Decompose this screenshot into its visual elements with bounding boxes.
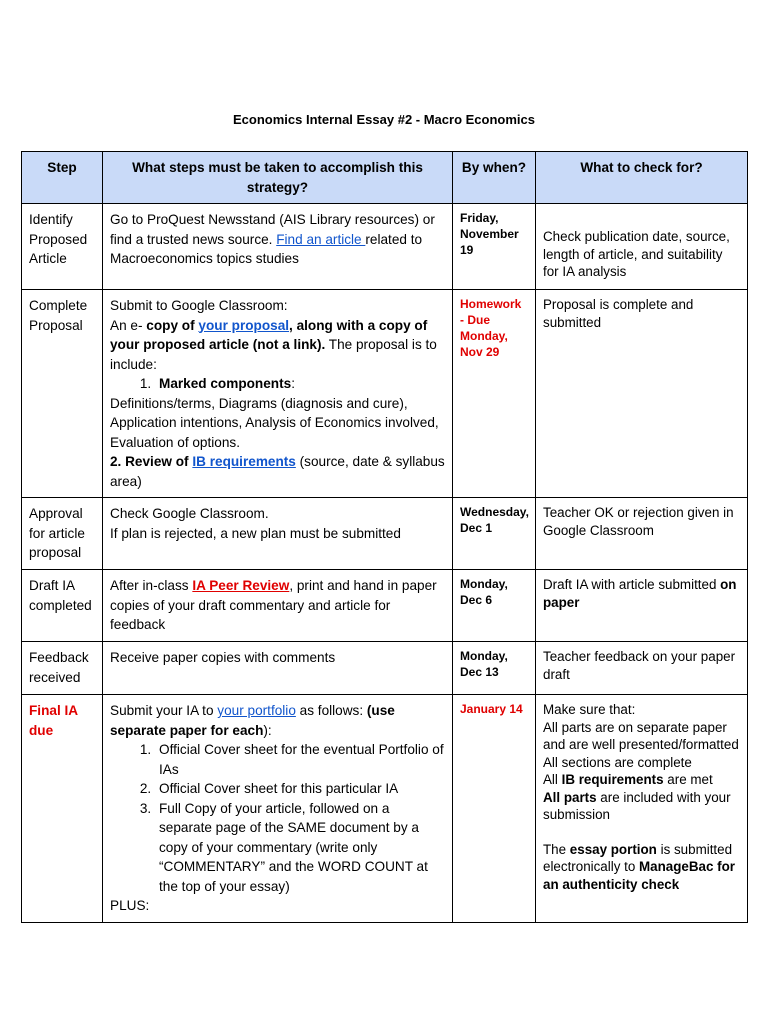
header-check: What to check for? xyxy=(536,152,748,204)
table-row xyxy=(22,570,748,642)
when-cell: Wednesday, Dec 1 xyxy=(453,498,536,570)
list-item: 3. Full Copy of your article, followed on a separate page of the SAME document by a copy of your commentary (write only “COMMENTARY” and the WORD COUNT at the top of your essay) xyxy=(155,799,445,897)
when-cell: January 14 xyxy=(453,695,536,923)
components-list xyxy=(110,374,445,394)
what-cell: Check Google Classroom. If plan is rejected, a new plan must be submitted xyxy=(103,498,453,570)
header-step: Step xyxy=(22,152,103,204)
document-title: Economics Internal Essay #2 - Macro Economics xyxy=(232,112,535,127)
list-item: 2. Official Cover sheet for this particular IA xyxy=(155,779,445,799)
check-cell: Make sure that: All parts are on separate paper and are well presented/formatted All sections are complete All IB requirements are met All parts are included with your submission The essay portion is submitted electronically to ManageBac for an authenticity check xyxy=(536,695,748,923)
what-cell: Submit to Google Classroom: An e- copy of your proposal, along with a copy of your proposed article (not a link). The proposal is to include: 1. Marked components: Definitions/terms, Diagrams (diagnosis and cure), Application intentions, Analysis of Economics involved, Evaluation of options. 2. Review of IB requirements (source, date & syllabus area) xyxy=(103,290,453,498)
step-cell: Feedback received xyxy=(22,642,103,695)
what-cell: Go to ProQuest Newsstand (AIS Library resources) or find a trusted news source. Find an article related to Macroeconomics topics studies xyxy=(103,204,453,290)
table-row xyxy=(22,642,748,695)
what-cell: Receive paper copies with comments xyxy=(103,642,453,695)
table-row xyxy=(22,498,748,570)
check-cell: Teacher OK or rejection given in Google Classroom xyxy=(536,498,748,570)
your-portfolio-link[interactable]: your portfolio xyxy=(217,703,296,718)
header-what: What steps must be taken to accomplish this strategy? xyxy=(103,152,453,204)
step-cell: Approval for article proposal xyxy=(22,498,103,570)
find-article-link[interactable]: Find an article xyxy=(276,231,366,247)
strategy-table xyxy=(21,151,748,923)
header-when: By when? xyxy=(453,152,536,204)
when-cell: Monday, Dec 6 xyxy=(453,570,536,642)
submission-list xyxy=(110,740,445,896)
what-cell: After in-class IA Peer Review, print and hand in paper copies of your draft commentary and article for feedback xyxy=(103,570,453,642)
ib-requirements-link[interactable]: IB requirements xyxy=(192,454,296,469)
list-item: 1. Marked components: xyxy=(155,374,445,394)
check-cell: Draft IA with article submitted on paper xyxy=(536,570,748,642)
ia-peer-review-link[interactable]: IA Peer Review xyxy=(192,578,290,593)
step-cell: Complete Proposal xyxy=(22,290,103,498)
when-cell: Friday, November 19 xyxy=(453,204,536,290)
your-proposal-link[interactable]: your proposal xyxy=(198,317,290,333)
check-cell: Proposal is complete and submitted xyxy=(536,290,748,498)
check-cell: Teacher feedback on your paper draft xyxy=(536,642,748,695)
step-cell: Draft IA completed xyxy=(22,570,103,642)
table-row xyxy=(22,695,748,923)
when-cell: Monday, Dec 13 xyxy=(453,642,536,695)
table-row xyxy=(22,204,748,290)
list-item: 1. Official Cover sheet for the eventual Portfolio of IAs xyxy=(155,740,445,779)
when-cell: Homework - Due Monday, Nov 29 xyxy=(453,290,536,498)
what-cell: Submit your IA to your portfolio as follows: (use separate paper for each): 1. Official Cover sheet for the eventual Portfolio of IAs 2. Official Cover sheet for this particular IA 3. Full Copy of your article, followed on a separate page of the SAME document by a copy of your commentary (write only “COMMENTARY” and the WORD COUNT at the top of your essay) PLUS: xyxy=(103,695,453,923)
step-cell: Final IA due xyxy=(22,695,103,923)
check-cell: Check publication date, source, length of article, and suitability for IA analysis xyxy=(536,204,748,290)
table-header-row xyxy=(22,152,748,204)
step-cell: Identify Proposed Article xyxy=(22,204,103,290)
table-row xyxy=(22,290,748,498)
